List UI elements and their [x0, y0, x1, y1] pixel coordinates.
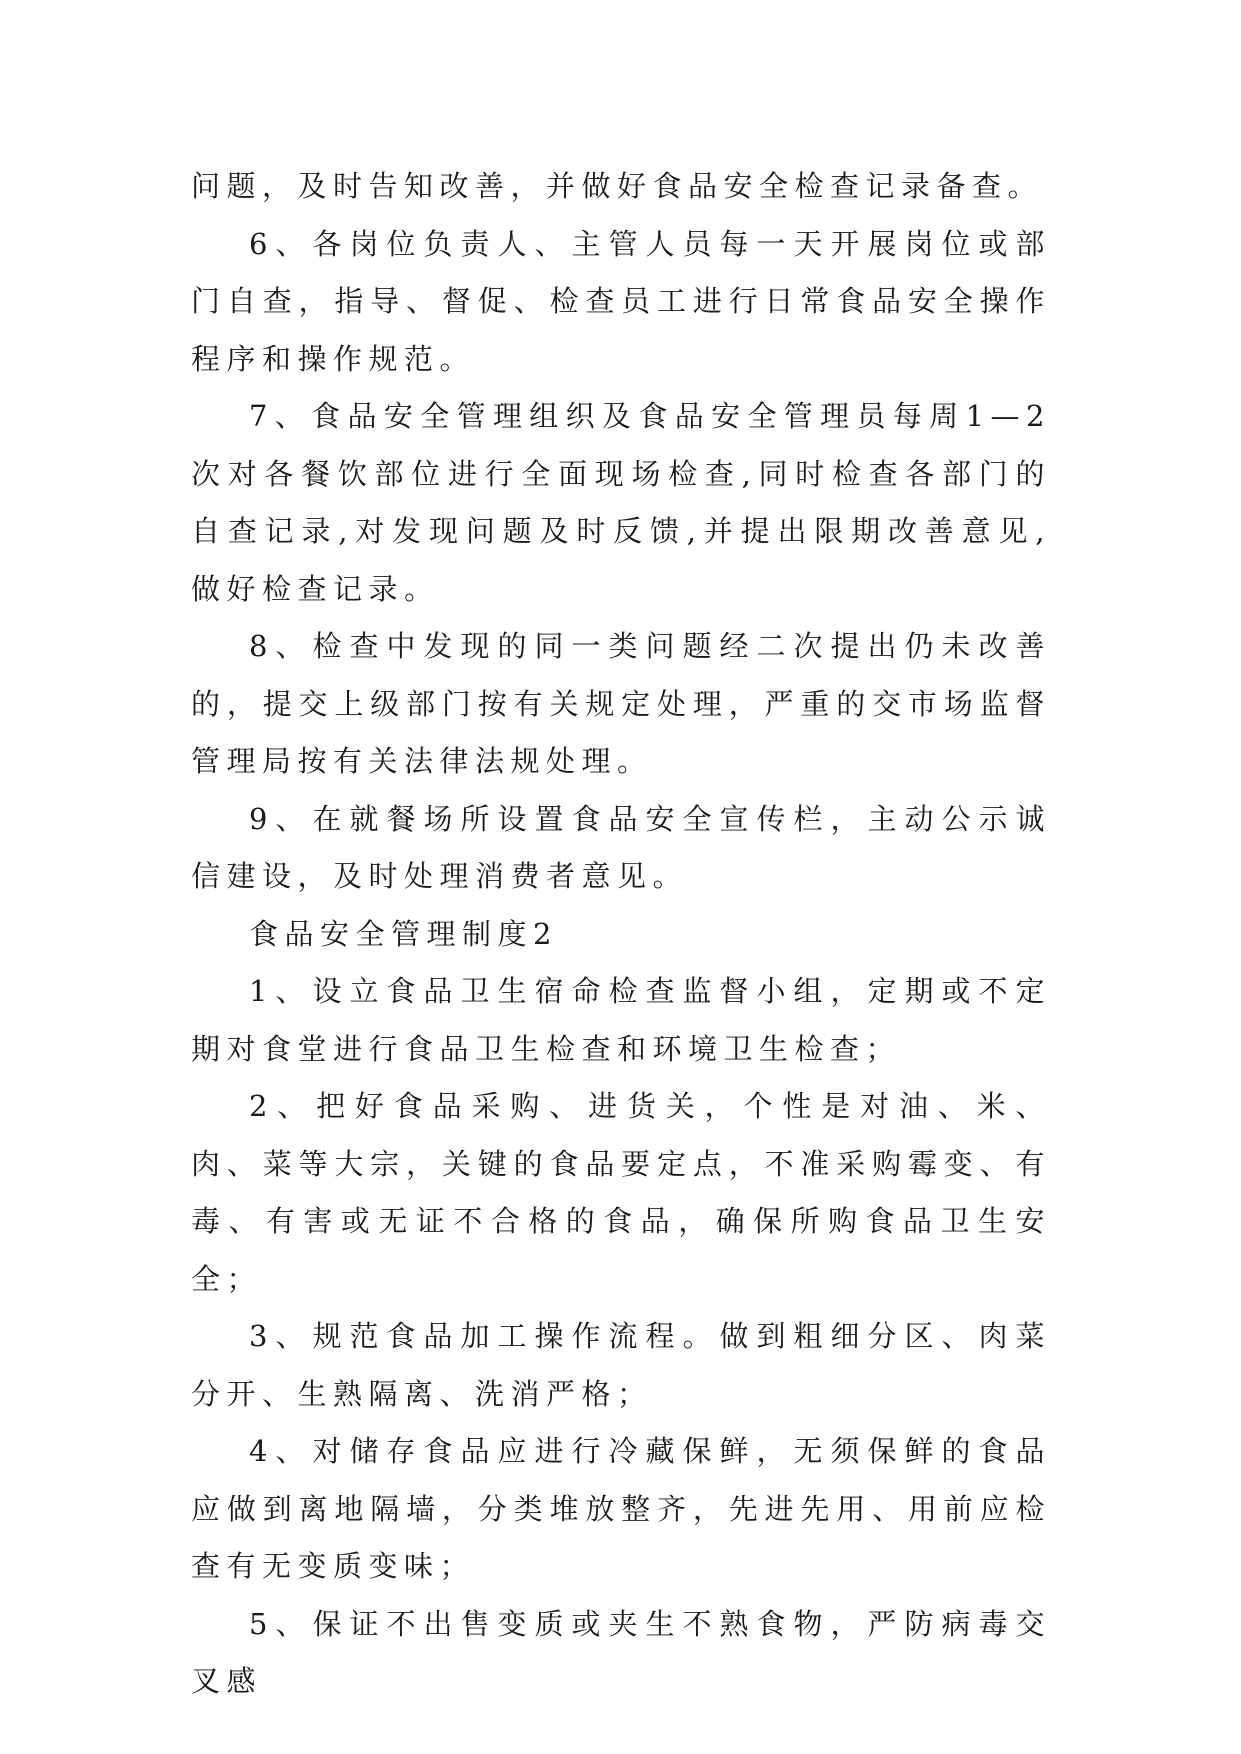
paragraph-item-5: 5、保证不出售变质或夹生不熟食物，严防病毒交叉感 [191, 1606, 1051, 1698]
paragraph-item-8: 8、检查中发现的同一类问题经二次提出仍未改善的，提交上级部门按有关规定处理，严重的交市场监督管理局按有关法律法规处理。 [191, 629, 1051, 778]
document-body [191, 158, 1051, 1711]
paragraph-item-7: 7、食品安全管理组织及食品安全管理员每周1—2次对各餐饮部位进行全面现场检查,同时检查各部门的自查记录,对发现问题及时反馈,并提出限期改善意见,做好检查记录。 [191, 399, 1051, 606]
section-heading: 食品安全管理制度2 [249, 916, 558, 951]
paragraph-item-2: 2、把好食品采购、进货关，个性是对油、米、肉、菜等大宗，关键的食品要定点，不准采购霉变、有毒、有害或无证不合格的食品，确保所购食品卫生安全； [191, 1089, 1051, 1296]
paragraph-item-4: 4、对储存食品应进行冷藏保鲜，无须保鲜的食品应做到离地隔墙，分类堆放整齐，先进先用、用前应检查有无变质变味； [191, 1434, 1051, 1583]
paragraph-item-9: 9、在就餐场所设置食品安全宣传栏，主动公示诚信建设，及时处理消费者意见。 [191, 801, 1051, 893]
paragraph-item-1: 1、设立食品卫生宿命检查监督小组，定期或不定期对食堂进行食品卫生检查和环境卫生检查； [191, 974, 1051, 1066]
paragraph-item-6: 6、各岗位负责人、主管人员每一天开展岗位或部门自查，指导、督促、检查员工进行日常食品安全操作程序和操作规范。 [191, 226, 1051, 376]
paragraph-continuation: 问题，及时告知改善，并做好食品安全检查记录备查。 [191, 169, 1044, 203]
paragraph-item-3: 3、规范食品加工操作流程。做到粗细分区、肉菜分开、生熟隔离、洗消严格； [191, 1319, 1051, 1411]
